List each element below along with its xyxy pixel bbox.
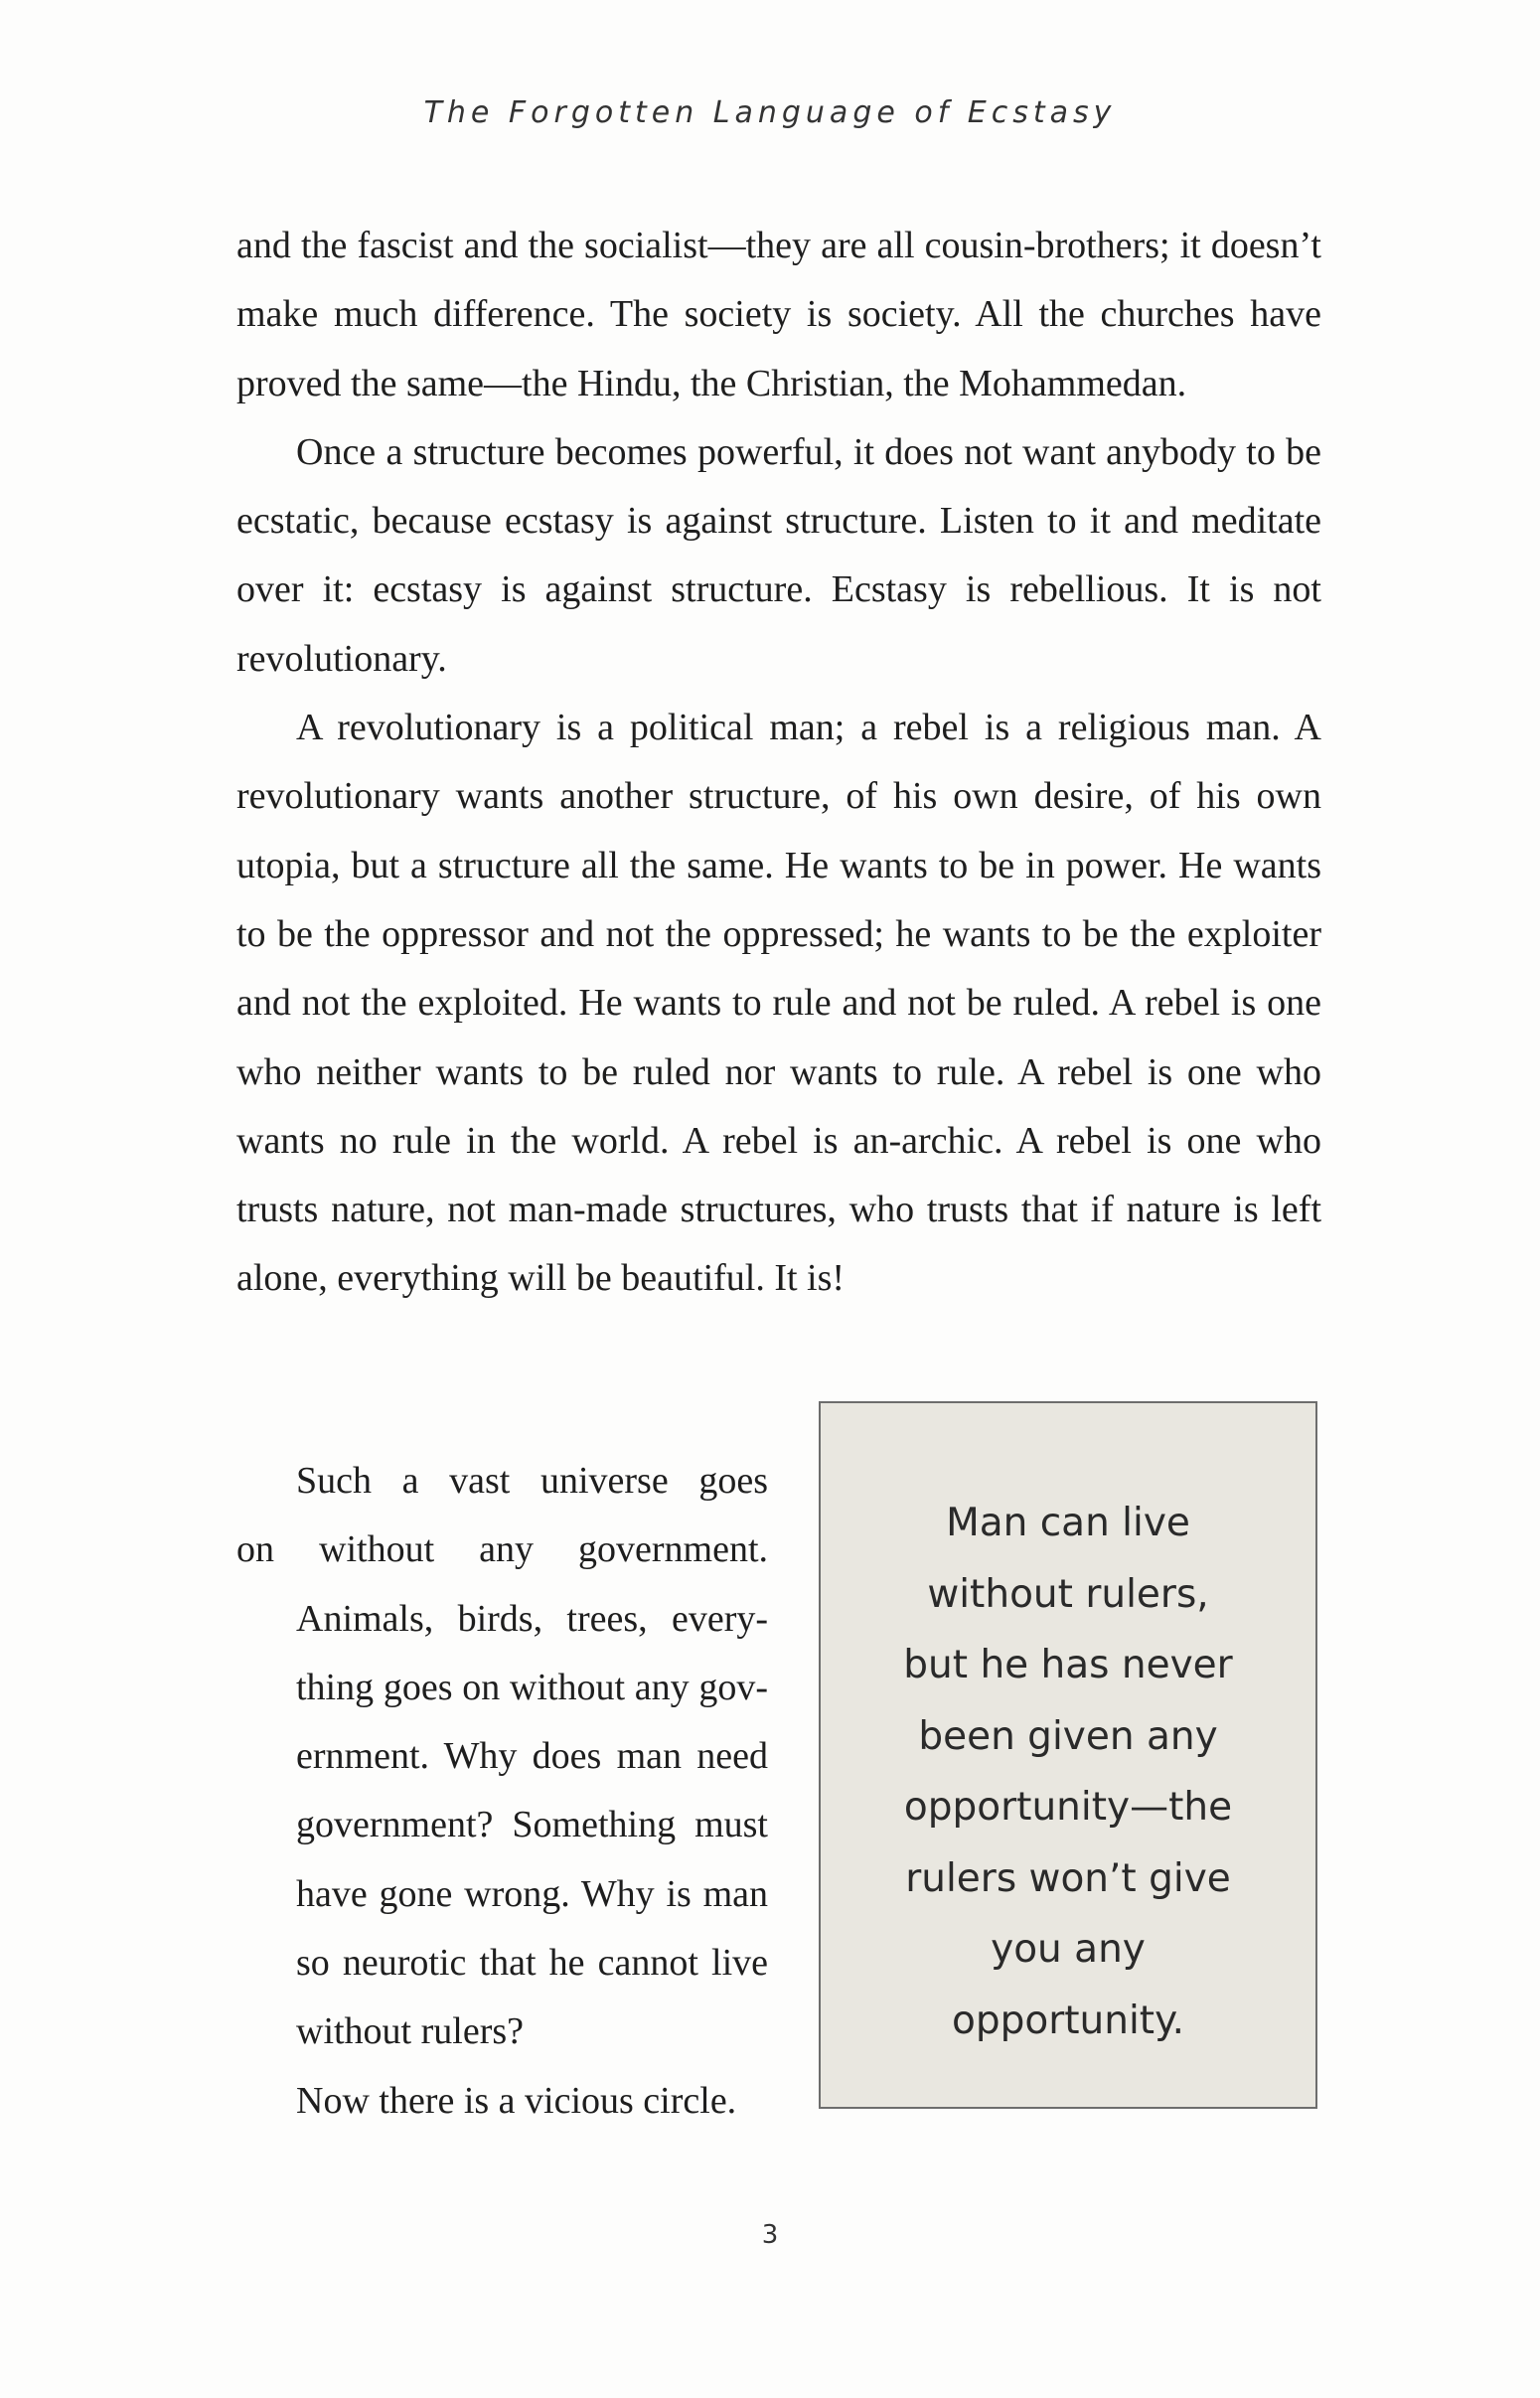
text-line: on without any government. bbox=[236, 1528, 768, 1571]
text-line: have gone wrong. Why is man bbox=[296, 1872, 768, 1915]
paragraph-5: Now there is a vicious circle. bbox=[296, 2079, 737, 2122]
paragraph-4 bbox=[236, 1447, 768, 2067]
text-line: ernment. Why does man need bbox=[296, 1735, 768, 1778]
pull-quote-text bbox=[821, 1488, 1315, 2056]
pull-quote-line: without rulers, bbox=[927, 1571, 1209, 1617]
text-line: thing goes on without any gov- bbox=[296, 1666, 768, 1708]
running-head: The Forgotten Language of Ecstasy bbox=[423, 95, 1117, 130]
pull-quote-line: you any bbox=[991, 1927, 1146, 1972]
pull-quote-line: been given any bbox=[918, 1713, 1218, 1759]
pull-quote-line: but he has never bbox=[903, 1643, 1233, 1687]
paragraph-2: Once a structure becomes powerful, it does not want anybody to be ecstatic, because ecstasy is against structure. Listen to it and meditate over it: ecstasy is against structure. Ecstasy is rebellious. It is not revolutionary. bbox=[236, 430, 1321, 680]
text-line: so neurotic that he cannot live bbox=[296, 1942, 768, 1985]
pull-quote-box bbox=[819, 1401, 1317, 2109]
pull-quote-line: Man can live bbox=[946, 1501, 1190, 1545]
side-text bbox=[236, 1447, 768, 2136]
pull-quote-line: rulers won’t give bbox=[905, 1855, 1231, 1901]
text-line: Animals, birds, trees, every- bbox=[296, 1597, 768, 1640]
text-line: Such a vast universe goes bbox=[296, 1460, 768, 1502]
text-line: without rulers? bbox=[296, 2010, 525, 2053]
paragraph-1: and the fascist and the socialist—they are all cousin-brothers; it doesn’t make much difference. The society is society. All the churches have proved the same—the Hindu, the Christian, the Mohammedan. bbox=[236, 225, 1321, 404]
pull-quote-line: opportunity—the bbox=[903, 1785, 1233, 1830]
main-text bbox=[236, 212, 1321, 1314]
text-line: government? Something must bbox=[296, 1804, 768, 1846]
paragraph-3: A revolutionary is a political man; a rebel is a religious man. A revolutionary wants another structure, of his own desire, of his own utopia, but a structure all the same. He wants to be in power. He wants to be the oppressor and not the oppressed; he wants to be the exploiter and not the exploited. He wants to rule and not be ruled. A rebel is one who neither wants to be ruled nor wants to rule. A rebel is one who wants no rule in the world. A rebel is an-archic. A rebel is one who trusts nature, not man-made structures, who trusts that if nature is left alone, everything will be beautiful. It is! bbox=[236, 707, 1321, 1300]
page-number: 3 bbox=[761, 2220, 779, 2250]
pull-quote-line: opportunity. bbox=[951, 1998, 1185, 2043]
